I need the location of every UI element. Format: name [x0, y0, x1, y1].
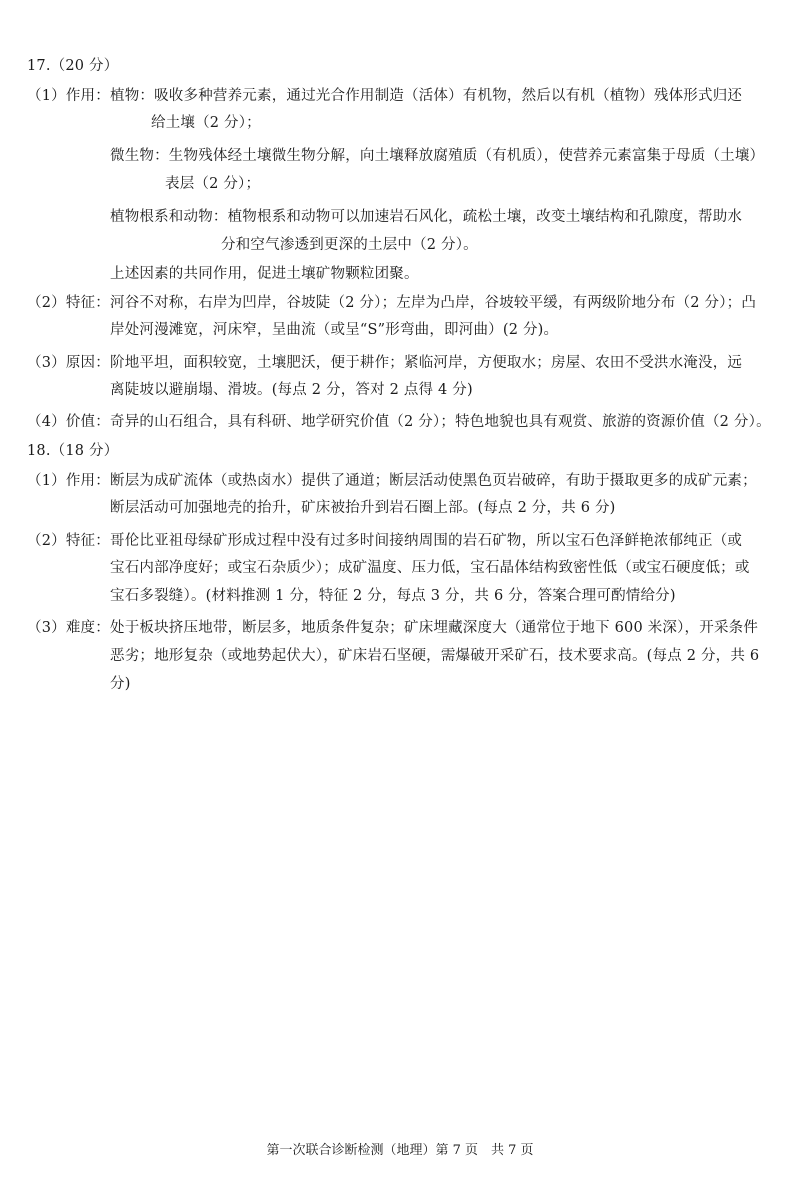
q17-2-line1: 河谷不对称，右岸为凹岸，谷坡陡（2 分）；左岸为凸岸，谷坡较平缓，有两级阶地分布（2 分）；凸 — [110, 295, 757, 311]
q17-1-label: （1）作用： — [27, 88, 110, 104]
q17-3-line1: 阶地平坦，面积较宽，土壤肥沃，便于耕作；紧临河岸，方便取水；房屋、农田不受洪水淹没，远 — [110, 355, 743, 371]
q17-1-micro-line1: 微生物：生物残体经土壤微生物分解，向土壤释放腐殖质（有机质），使营养元素富集于母质（土壤） — [110, 148, 765, 164]
q18-3-line2: 恶劣；地形复杂（或地势起伏大），矿床岩石坚硬，需爆破开采矿石，技术要求高。(每点 2 分，共 6 — [110, 648, 760, 664]
q18-2-line1: 哥伦比亚祖母绿矿形成过程中没有过多时间接纳周围的岩石矿物，所以宝石色泽鲜艳浓郁纯正（或 — [110, 533, 743, 549]
page-footer: 第一次联合诊断检测（地理）第 7 页 共 7 页 — [266, 1143, 534, 1158]
q18-2-line2: 宝石内部净度好；或宝石杂质少）；成矿温度、压力低，宝石晶体结构致密性低（或宝石硬度低；或 — [110, 560, 750, 576]
q18-heading: 18.（18 分） — [27, 443, 119, 459]
q17-heading: 17.（20 分） — [27, 58, 119, 74]
q17-3-label: （3）原因： — [27, 355, 110, 371]
q17-4-line1: 奇异的山石组合，具有科研、地学研究价值（2 分）；特色地貌也具有观赏、旅游的资源价值（2 分）。 — [110, 414, 771, 430]
q17-4-label: （4）价值： — [27, 414, 110, 430]
q18-1-line1: 断层为成矿流体（或热卤水）提供了通道；断层活动使黑色页岩破碎，有助于摄取更多的成矿元素； — [110, 473, 757, 489]
q18-3-line1: 处于板块挤压地带，断层多，地质条件复杂；矿床埋藏深度大（通常位于地下 600 米深），开采条件 — [110, 620, 759, 636]
q17-1-plant-line2: 给土壤（2 分）； — [151, 115, 261, 131]
q17-1-plant-line1: 植物：吸收多种营养元素，通过光合作用制造（活体）有机物，然后以有机（植物）残体形式归还 — [110, 88, 743, 104]
q17-2-line2: 岸处河漫滩宽，河床窄，呈曲流（或呈“S”形弯曲，即河曲）(2 分)。 — [110, 322, 559, 338]
q18-3-line3: 分) — [110, 676, 131, 692]
q18-1-line2: 断层活动可加强地壳的抬升，矿床被抬升到岩石圈上部。(每点 2 分，共 6 分) — [110, 500, 616, 516]
q18-2-label: （2）特征： — [27, 533, 110, 549]
q18-2-line3: 宝石多裂缝）。(材料推测 1 分，特征 2 分，每点 3 分，共 6 分，答案合理可酌情给分) — [110, 588, 676, 604]
q17-1-micro-line2: 表层（2 分）； — [165, 176, 261, 192]
q17-1-summary: 上述因素的共同作用，促进土壤矿物颗粒团聚。 — [110, 266, 419, 282]
q17-1-roots-line1: 植物根系和动物：植物根系和动物可以加速岩石风化，疏松土壤，改变土壤结构和孔隙度，帮助水 — [110, 209, 743, 225]
q17-1-roots-line2: 分和空气渗透到更深的土层中（2 分）。 — [221, 237, 478, 253]
q18-1-label: （1）作用： — [27, 473, 110, 489]
q17-2-label: （2）特征： — [27, 295, 110, 311]
q17-3-line2: 离陡坡以避崩塌、滑坡。(每点 2 分，答对 2 点得 4 分) — [110, 382, 473, 398]
q18-3-label: （3）难度： — [27, 620, 110, 636]
